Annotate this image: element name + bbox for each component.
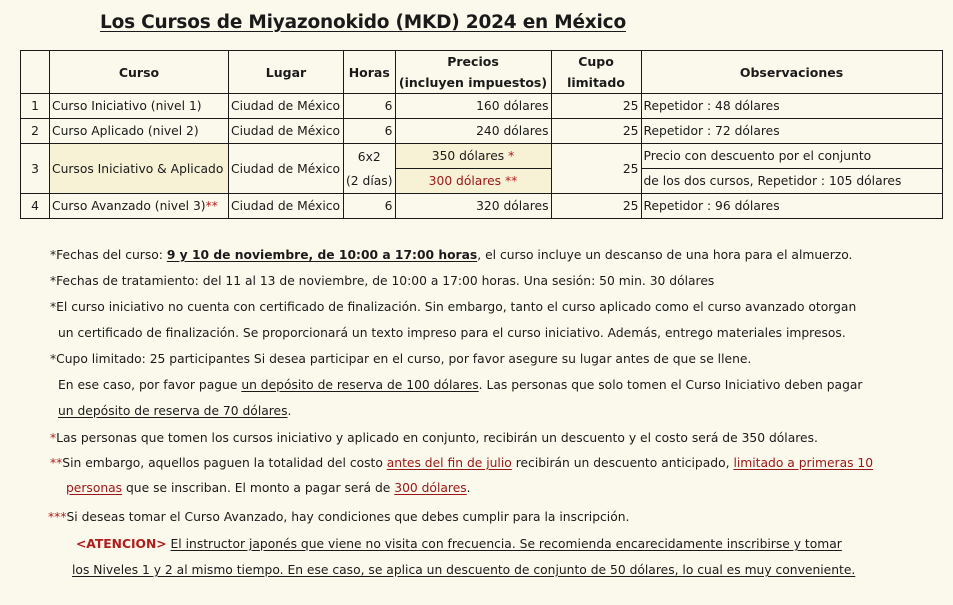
cell-num: 4 [21,194,50,219]
note-descuento-1 [50,431,818,445]
deadline-emphasis: antes del fin de julio [386,456,512,470]
limit-emphasis: limitado a primeras 10 [733,456,874,470]
cell-horas: 6 [344,94,396,119]
asterisk-mark: ** [205,199,218,213]
header-curso: Curso [50,51,229,94]
note-fechas-tratamiento: *Fechas de tratamiento: del 11 al 13 de noviembre, de 10:00 a 17:00 horas. Una sesión: 50 min. 30 dólares [50,274,715,288]
note-text: recibirán un descuento anticipado, [511,456,734,470]
note-text: . [287,404,292,418]
cell-num: 1 [21,94,50,119]
cell-obs: Precio con descuento por el conjunto [641,144,942,169]
cell-cupo: 25 [551,144,641,194]
note-text: , el curso incluye un descanso de una hora para el almuerzo. [477,248,853,262]
header-precios [395,51,551,94]
header-cupo [551,51,641,94]
table-row [21,119,943,144]
note-cupo-3 [58,404,291,418]
cell-num: 2 [21,119,50,144]
note-avanzado-2 [76,537,842,551]
cell-horas: 6 [344,119,396,144]
cell-cupo: 25 [551,194,641,219]
cell-curso [50,194,229,219]
asterisk-mark: ** [505,174,518,188]
asterisk-mark: * [508,149,515,163]
note-text: En ese caso, por favor pague [58,378,242,392]
cell-curso: Curso Aplicado (nivel 2) [50,119,229,144]
cell-precio: 240 dólares [395,119,551,144]
note-text: Sin embargo, aquellos paguen la totalidad del costo [62,456,387,470]
deposit-70-emphasis: un depósito de reserva de 70 dólares [58,404,288,418]
note-cupo-1: *Cupo limitado: 25 participantes Si desea participar en el curso, por favor asegure su lugar antes de que se llene. [50,352,752,366]
cell-obs: Repetidor : 96 dólares [641,194,942,219]
header-observaciones: Observaciones [641,51,942,94]
price-combo: 350 dólares [431,149,505,163]
note-text: . [466,481,471,495]
note-text: Si deseas tomar el Curso Avanzado, hay condiciones que debes cumplir para la inscripción. [66,510,630,524]
asterisk-mark: * [50,431,57,445]
note-fechas-curso [50,248,852,262]
note-descuento-2 [50,456,873,470]
cell-cupo: 25 [551,94,641,119]
cell-horas-main: 6x2 [357,149,381,164]
table-row [21,144,943,169]
note-cupo-2 [58,378,862,392]
cell-precio-early [395,169,551,194]
cell-lugar: Ciudad de México [229,119,344,144]
deposit-100-emphasis: un depósito de reserva de 100 dólares [241,378,479,392]
course-dates-emphasis: 9 y 10 de noviembre, de 10:00 a 17:00 horas [166,248,478,262]
cell-curso: Cursos Iniciativo & Aplicado [50,144,229,194]
limit-emphasis-cont: personas [66,481,123,495]
header-lugar: Lugar [229,51,344,94]
courses-table [20,50,943,219]
header-cupo-line2: limitado [567,75,625,90]
course-name: Curso Avanzado (nivel 3) [52,199,206,213]
table-row [21,194,943,219]
page-title: Los Cursos de Miyazonokido (MKD) 2024 en México [100,12,626,33]
cell-precio: 160 dólares [395,94,551,119]
cell-obs: Repetidor : 72 dólares [641,119,942,144]
table-header-row [21,51,943,94]
note-text: que se inscriban. El monto a pagar será de [122,481,395,495]
cell-horas-sub: (2 días) [346,173,393,188]
note-descuento-3 [66,481,471,495]
cell-num: 3 [21,144,50,194]
cell-precio [395,144,551,169]
header-num [21,51,50,94]
note-certificado-1: *El curso iniciativo no cuenta con certificado de finalización. Sin embargo, tanto el curso aplicado como el curso avanzado otorgan [50,300,857,314]
header-horas: Horas [344,51,396,94]
cell-precio: 320 dólares [395,194,551,219]
note-text: Las personas que tomen los cursos iniciativo y aplicado en conjunto, recibirán un descuento y el costo será de 350 dólares. [56,431,818,445]
note-text: El instructor japonés que viene no visita con frecuencia. Se recomienda encarecidamente inscribirse y tomar [170,537,842,551]
asterisk-mark: ** [50,456,63,470]
cell-cupo: 25 [551,119,641,144]
cell-lugar: Ciudad de México [229,94,344,119]
note-text: . Las personas que solo tomen el Curso Iniciativo deben pagar [478,378,863,392]
note-certificado-2: un certificado de finalización. Se proporcionará un texto impreso para el curso iniciativo. Además, entrego materiales impresos. [58,326,846,340]
attention-label: <ATENCION> [76,537,167,551]
header-cupo-line1: Cupo [578,54,614,69]
header-precios-line1: Precios [447,54,499,69]
cell-lugar: Ciudad de México [229,194,344,219]
price-early: 300 dólares [428,174,502,188]
note-avanzado-1 [48,510,629,524]
cell-obs: Repetidor : 48 dólares [641,94,942,119]
asterisk-mark: *** [48,510,67,524]
cell-curso: Curso Iniciativo (nivel 1) [50,94,229,119]
cell-horas: 6 [344,194,396,219]
price-300-emphasis: 300 dólares [394,481,467,495]
cell-horas [344,144,396,194]
header-precios-line2: (incluyen impuestos) [398,75,548,90]
table-row [21,94,943,119]
cell-lugar: Ciudad de México [229,144,344,194]
note-avanzado-3: los Niveles 1 y 2 al mismo tiempo. En ese caso, se aplica un descuento de conjunto de 50 dólares, lo cual es muy conveniente. [72,563,856,577]
cell-obs-sub: de los dos cursos, Repetidor : 105 dólares [641,169,942,194]
note-text: *Fechas del curso: [50,248,167,262]
